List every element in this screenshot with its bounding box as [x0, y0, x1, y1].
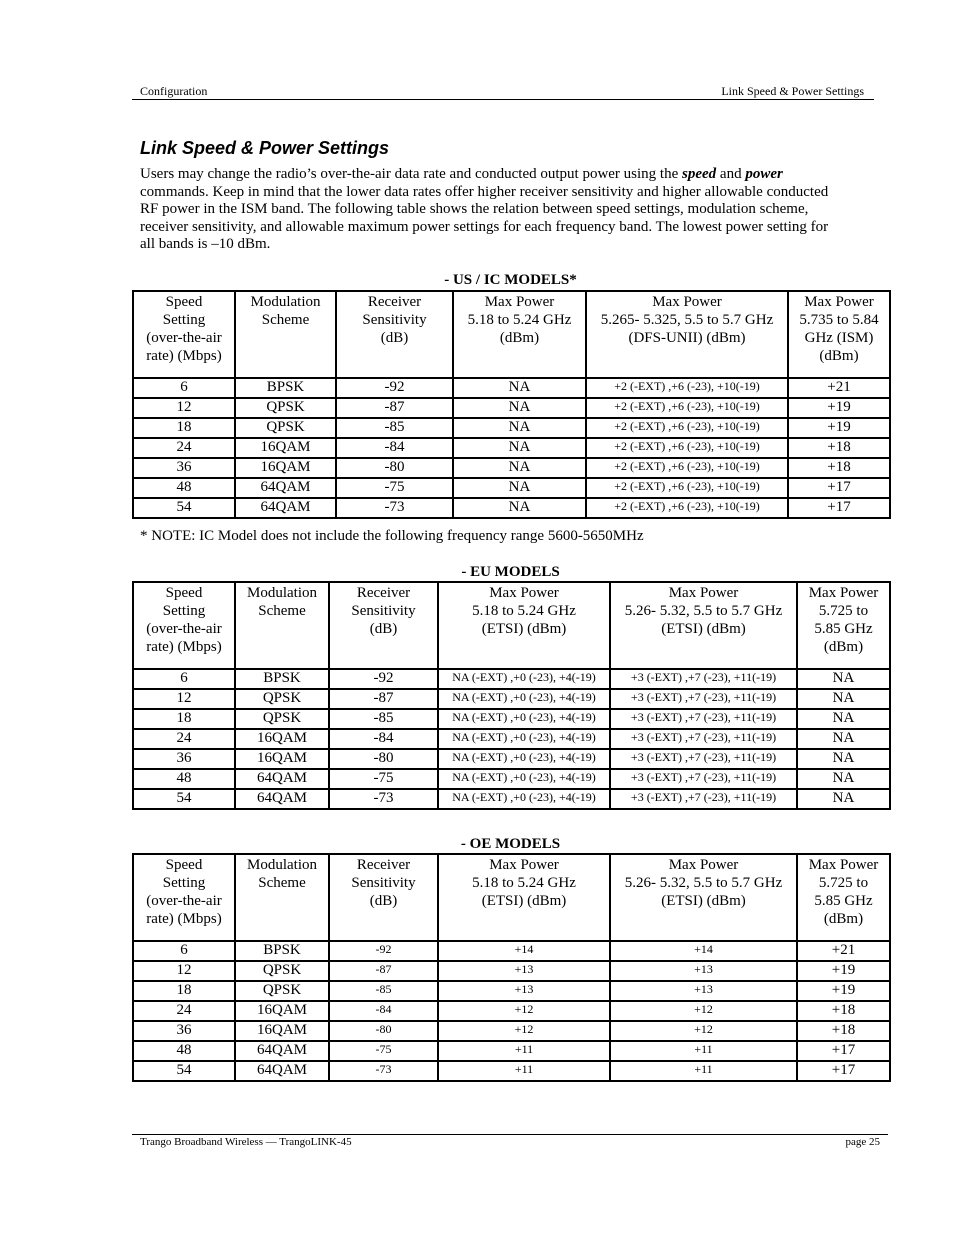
header-section-label: Configuration: [140, 84, 208, 98]
cell-sensitivity: -85: [329, 709, 438, 729]
cell-sensitivity: -92: [329, 941, 438, 961]
header-line: (dB): [369, 893, 398, 909]
section-title: Link Speed & Power Settings: [140, 138, 390, 158]
header-line: rate) (Mbps): [146, 348, 222, 364]
cell-max-power-b: +11: [610, 1061, 797, 1081]
cell-sensitivity: -73: [329, 1061, 438, 1081]
header-line: 5.26- 5.32, 5.5 to 5.7 GHz: [624, 603, 783, 619]
cell-max-power-c: NA: [797, 709, 890, 729]
header-line: 5.725 to: [818, 603, 869, 619]
header-max-power-c: [788, 291, 890, 378]
table-header-row: [133, 854, 890, 941]
header-line: Speed: [165, 294, 203, 310]
header-line: Setting: [162, 312, 206, 328]
cell-speed: 36: [133, 749, 235, 769]
cell-max-power-b: +2 (-EXT) ,+6 (-23), +10(-19): [586, 478, 788, 498]
cell-max-power-b: +12: [610, 1021, 797, 1041]
table-row: [133, 769, 890, 789]
cell-max-power-b: +3 (-EXT) ,+7 (-23), +11(-19): [610, 669, 797, 689]
table-header-row: [133, 582, 890, 669]
cell-modulation: QPSK: [235, 418, 336, 438]
cell-max-power-a: +11: [438, 1061, 610, 1081]
speed-command: speed: [682, 166, 717, 182]
cell-speed: 18: [133, 709, 235, 729]
cell-speed: 54: [133, 498, 235, 518]
cell-max-power-c: NA: [797, 749, 890, 769]
cell-sensitivity: -75: [329, 1041, 438, 1061]
cell-speed: 12: [133, 689, 235, 709]
cell-max-power-a: +11: [438, 1041, 610, 1061]
cell-max-power-a: NA (-EXT) ,+0 (-23), +4(-19): [438, 709, 610, 729]
cell-modulation: BPSK: [235, 941, 329, 961]
cell-modulation: QPSK: [235, 961, 329, 981]
header-line: (ETSI) (dBm): [661, 621, 746, 637]
table-row: [133, 749, 890, 769]
header-line: Max Power: [808, 857, 879, 873]
cell-speed: 24: [133, 729, 235, 749]
cell-sensitivity: -85: [336, 418, 453, 438]
header-rule: [132, 99, 874, 100]
cell-modulation: QPSK: [235, 689, 329, 709]
cell-modulation: 64QAM: [235, 1041, 329, 1061]
header-line: Scheme: [261, 312, 310, 328]
cell-max-power-b: +2 (-EXT) ,+6 (-23), +10(-19): [586, 378, 788, 398]
footer-page-number: page 25: [845, 1136, 880, 1148]
header-line: rate) (Mbps): [146, 639, 222, 655]
header-line: Max Power: [808, 585, 879, 601]
cell-max-power-b: +13: [610, 981, 797, 1001]
cell-max-power-c: +18: [788, 458, 890, 478]
ic-model-note: * NOTE: IC Model does not include the following frequency range 5600-5650MHz: [140, 528, 644, 544]
table-row: [133, 941, 890, 961]
header-topic-label: Link Speed & Power Settings: [721, 84, 864, 98]
table-row: [133, 1001, 890, 1021]
cell-sensitivity: -92: [329, 669, 438, 689]
cell-max-power-a: NA: [453, 418, 586, 438]
cell-max-power-b: +3 (-EXT) ,+7 (-23), +11(-19): [610, 769, 797, 789]
cell-max-power-b: +3 (-EXT) ,+7 (-23), +11(-19): [610, 689, 797, 709]
header-line: (ETSI) (dBm): [481, 893, 567, 909]
cell-modulation: BPSK: [235, 669, 329, 689]
header-sensitivity: [329, 582, 438, 669]
header-line: GHz (ISM): [804, 330, 874, 346]
cell-max-power-c: +17: [797, 1041, 890, 1061]
header-line: 5.18 to 5.24 GHz: [467, 312, 572, 328]
header-line: Max Power: [804, 294, 874, 310]
cell-max-power-a: NA (-EXT) ,+0 (-23), +4(-19): [438, 789, 610, 809]
cell-max-power-b: +2 (-EXT) ,+6 (-23), +10(-19): [586, 498, 788, 518]
cell-modulation: 64QAM: [235, 478, 336, 498]
cell-max-power-b: +14: [610, 941, 797, 961]
table-row: [133, 1061, 890, 1081]
header-line: Max Power: [489, 857, 559, 873]
cell-max-power-b: +2 (-EXT) ,+6 (-23), +10(-19): [586, 458, 788, 478]
table-row: [133, 1021, 890, 1041]
cell-modulation: 16QAM: [235, 749, 329, 769]
table-row: [133, 669, 890, 689]
footer-rule: [132, 1134, 888, 1135]
cell-max-power-a: NA: [453, 498, 586, 518]
cell-speed: 6: [133, 941, 235, 961]
cell-modulation: 64QAM: [235, 498, 336, 518]
table-row: [133, 709, 890, 729]
cell-sensitivity: -84: [329, 1001, 438, 1021]
header-max-power-b: [610, 854, 797, 941]
oe-models-table: [132, 853, 891, 1082]
cell-modulation: 16QAM: [235, 438, 336, 458]
header-max-power-a: [438, 582, 610, 669]
cell-max-power-b: +3 (-EXT) ,+7 (-23), +11(-19): [610, 709, 797, 729]
cell-modulation: QPSK: [235, 981, 329, 1001]
header-line: (dBm): [823, 911, 864, 927]
cell-max-power-c: +19: [788, 398, 890, 418]
eu-table-caption: - EU MODELS: [461, 564, 560, 580]
cell-sensitivity: -75: [336, 478, 453, 498]
header-line: (dBm): [819, 348, 859, 364]
cell-max-power-b: +12: [610, 1001, 797, 1021]
header-line: Modulation: [247, 585, 317, 601]
cell-modulation: 64QAM: [235, 769, 329, 789]
cell-max-power-a: +13: [438, 961, 610, 981]
header-line: Receiver: [367, 294, 422, 310]
header-line: Sensitivity: [362, 312, 427, 328]
cell-max-power-a: NA: [453, 458, 586, 478]
cell-sensitivity: -75: [329, 769, 438, 789]
cell-max-power-a: +14: [438, 941, 610, 961]
table-row: [133, 981, 890, 1001]
cell-speed: 18: [133, 981, 235, 1001]
header-line: 5.725 to: [818, 875, 869, 891]
header-line: 5.265- 5.325, 5.5 to 5.7 GHz: [600, 312, 774, 328]
cell-max-power-a: NA (-EXT) ,+0 (-23), +4(-19): [438, 689, 610, 709]
cell-speed: 36: [133, 458, 235, 478]
cell-max-power-c: +19: [797, 961, 890, 981]
cell-max-power-a: NA: [453, 378, 586, 398]
header-max-power-a: [453, 291, 586, 378]
cell-max-power-b: +2 (-EXT) ,+6 (-23), +10(-19): [586, 438, 788, 458]
oe-table-caption: - OE MODELS: [460, 836, 561, 852]
cell-sensitivity: -87: [329, 961, 438, 981]
header-line: (ETSI) (dBm): [661, 893, 746, 909]
header-line: (over-the-air: [146, 893, 222, 909]
cell-max-power-a: NA: [453, 438, 586, 458]
cell-max-power-c: +18: [797, 1021, 890, 1041]
header-line: 5.85 GHz: [814, 621, 873, 637]
header-max-power-a: [438, 854, 610, 941]
header-line: Max Power: [668, 857, 739, 873]
cell-speed: 48: [133, 769, 235, 789]
cell-max-power-a: +13: [438, 981, 610, 1001]
header-max-power-b: [586, 291, 788, 378]
header-modulation: [235, 291, 336, 378]
cell-sensitivity: -87: [336, 398, 453, 418]
table-row: [133, 438, 890, 458]
cell-modulation: 16QAM: [235, 1021, 329, 1041]
header-line: (dBm): [823, 639, 864, 655]
header-line: (over-the-air: [146, 330, 222, 346]
header-speed: [133, 582, 235, 669]
us-ic-table-caption: - US / IC MODELS*: [444, 272, 577, 288]
header-speed: [133, 291, 235, 378]
cell-sensitivity: -87: [329, 689, 438, 709]
table-row: [133, 478, 890, 498]
header-line: Sensitivity: [351, 603, 416, 619]
header-line: 5.18 to 5.24 GHz: [472, 603, 576, 619]
cell-max-power-c: NA: [797, 769, 890, 789]
header-line: Speed: [165, 585, 203, 601]
cell-modulation: 64QAM: [235, 789, 329, 809]
cell-sensitivity: -92: [336, 378, 453, 398]
header-line: (over-the-air: [146, 621, 222, 637]
cell-speed: 48: [133, 1041, 235, 1061]
cell-max-power-c: +19: [788, 418, 890, 438]
header-line: Max Power: [652, 294, 722, 310]
cell-speed: 18: [133, 418, 235, 438]
header-sensitivity: [329, 854, 438, 941]
header-line: rate) (Mbps): [146, 911, 222, 927]
cell-max-power-a: NA: [453, 478, 586, 498]
header-line: 5.26- 5.32, 5.5 to 5.7 GHz: [624, 875, 783, 891]
cell-max-power-a: +12: [438, 1021, 610, 1041]
cell-max-power-c: +19: [797, 981, 890, 1001]
cell-sensitivity: -84: [336, 438, 453, 458]
header-speed: [133, 854, 235, 941]
cell-max-power-b: +11: [610, 1041, 797, 1061]
table-row: [133, 1041, 890, 1061]
cell-sensitivity: -73: [336, 498, 453, 518]
header-line: Setting: [162, 875, 206, 891]
cell-modulation: QPSK: [235, 709, 329, 729]
table-row: [133, 458, 890, 478]
header-line: (DFS-UNII) (dBm): [628, 330, 746, 346]
header-line: Speed: [165, 857, 203, 873]
cell-max-power-c: +21: [797, 941, 890, 961]
header-line: 5.85 GHz: [814, 893, 873, 909]
cell-max-power-a: NA (-EXT) ,+0 (-23), +4(-19): [438, 769, 610, 789]
intro-text-2: and: [716, 166, 746, 182]
cell-speed: 24: [133, 438, 235, 458]
header-line: 5.18 to 5.24 GHz: [472, 875, 576, 891]
header-line: 5.735 to 5.84: [799, 312, 879, 328]
cell-speed: 36: [133, 1021, 235, 1041]
cell-max-power-c: +18: [797, 1001, 890, 1021]
cell-max-power-c: NA: [797, 729, 890, 749]
header-max-power-b: [610, 582, 797, 669]
cell-sensitivity: -80: [329, 749, 438, 769]
header-line: Max Power: [484, 294, 555, 310]
cell-speed: 54: [133, 789, 235, 809]
cell-max-power-a: NA (-EXT) ,+0 (-23), +4(-19): [438, 729, 610, 749]
cell-max-power-a: NA (-EXT) ,+0 (-23), +4(-19): [438, 669, 610, 689]
header-line: Setting: [162, 603, 206, 619]
cell-speed: 12: [133, 398, 235, 418]
cell-speed: 6: [133, 669, 235, 689]
cell-speed: 48: [133, 478, 235, 498]
cell-sensitivity: -84: [329, 729, 438, 749]
cell-modulation: 16QAM: [235, 1001, 329, 1021]
cell-max-power-c: +17: [788, 498, 890, 518]
header-line: (ETSI) (dBm): [481, 621, 567, 637]
header-line: (dB): [380, 330, 409, 346]
cell-max-power-c: NA: [797, 789, 890, 809]
table-header-row: [133, 291, 890, 378]
header-line: (dB): [369, 621, 398, 637]
cell-max-power-a: +12: [438, 1001, 610, 1021]
header-line: Sensitivity: [351, 875, 416, 891]
footer-product-label: Trango Broadband Wireless — TrangoLINK-45: [140, 1136, 352, 1148]
cell-max-power-a: NA: [453, 398, 586, 418]
cell-modulation: QPSK: [235, 398, 336, 418]
cell-max-power-b: +2 (-EXT) ,+6 (-23), +10(-19): [586, 418, 788, 438]
header-line: Receiver: [356, 585, 411, 601]
cell-sensitivity: -80: [336, 458, 453, 478]
cell-modulation: BPSK: [235, 378, 336, 398]
table-row: [133, 418, 890, 438]
header-line: Max Power: [668, 585, 739, 601]
header-line: (dBm): [499, 330, 540, 346]
table-row: [133, 729, 890, 749]
cell-sensitivity: -73: [329, 789, 438, 809]
power-command: power: [745, 166, 783, 182]
header-max-power-c: [797, 854, 890, 941]
header-max-power-c: [797, 582, 890, 669]
table-row: [133, 689, 890, 709]
header-line: Modulation: [250, 294, 321, 310]
table-row: [133, 789, 890, 809]
table-row: [133, 961, 890, 981]
cell-max-power-a: NA (-EXT) ,+0 (-23), +4(-19): [438, 749, 610, 769]
cell-max-power-c: +17: [788, 478, 890, 498]
cell-max-power-b: +2 (-EXT) ,+6 (-23), +10(-19): [586, 398, 788, 418]
header-line: Modulation: [247, 857, 317, 873]
cell-modulation: 16QAM: [235, 729, 329, 749]
cell-speed: 6: [133, 378, 235, 398]
cell-modulation: 64QAM: [235, 1061, 329, 1081]
intro-text-3: commands. Keep in mind that the lower data rates offer higher receiver sensitivity and higher allowable conducted RF power in the ISM band. The following table shows the relation between speed settings, modulation scheme, receiver sensitivity, and allowable maximum power settings for each frequency band. The lowest power setting for all bands is –10 dBm.: [140, 183, 829, 253]
eu-models-table: [132, 581, 891, 810]
header-modulation: [235, 854, 329, 941]
cell-max-power-b: +3 (-EXT) ,+7 (-23), +11(-19): [610, 729, 797, 749]
cell-speed: 54: [133, 1061, 235, 1081]
cell-max-power-b: +3 (-EXT) ,+7 (-23), +11(-19): [610, 789, 797, 809]
cell-speed: 12: [133, 961, 235, 981]
header-line: Scheme: [258, 603, 306, 619]
table-row: [133, 378, 890, 398]
cell-max-power-c: NA: [797, 669, 890, 689]
cell-max-power-c: NA: [797, 689, 890, 709]
header-line: Receiver: [356, 857, 411, 873]
cell-max-power-b: +3 (-EXT) ,+7 (-23), +11(-19): [610, 749, 797, 769]
header-line: Scheme: [258, 875, 306, 891]
cell-max-power-b: +13: [610, 961, 797, 981]
table-row: [133, 398, 890, 418]
intro-paragraph: [140, 166, 840, 254]
cell-max-power-c: +17: [797, 1061, 890, 1081]
cell-max-power-c: +18: [788, 438, 890, 458]
cell-max-power-c: +21: [788, 378, 890, 398]
us-ic-models-table: [132, 290, 891, 519]
header-sensitivity: [336, 291, 453, 378]
intro-text-1: Users may change the radio’s over-the-air data rate and conducted output power using the: [140, 166, 683, 182]
cell-sensitivity: -80: [329, 1021, 438, 1041]
cell-sensitivity: -85: [329, 981, 438, 1001]
table-row: [133, 498, 890, 518]
header-modulation: [235, 582, 329, 669]
header-line: Max Power: [489, 585, 559, 601]
cell-speed: 24: [133, 1001, 235, 1021]
cell-modulation: 16QAM: [235, 458, 336, 478]
